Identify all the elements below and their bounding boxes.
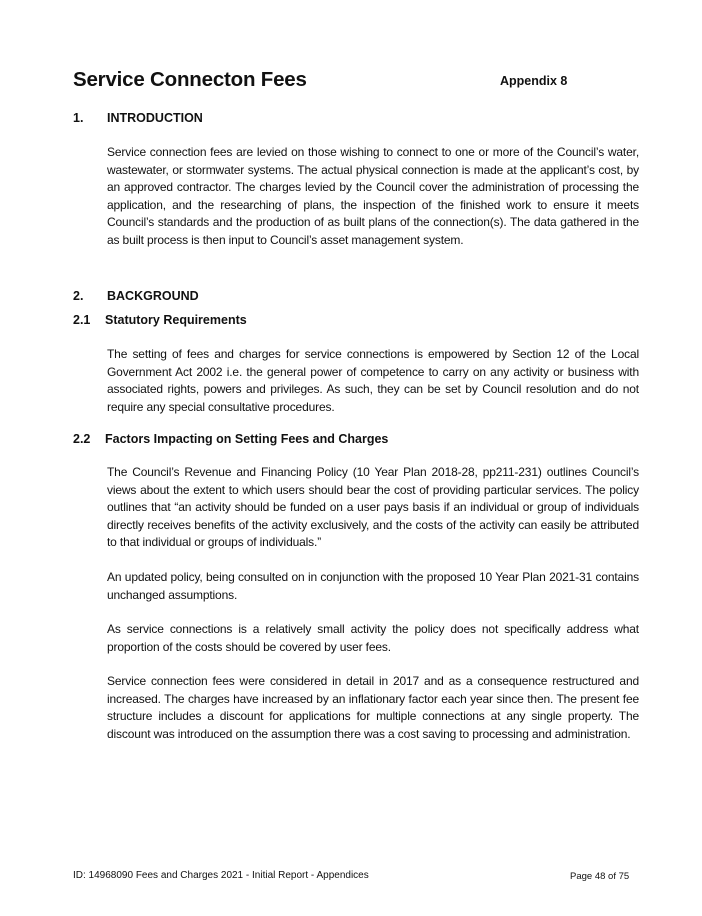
section-number: 1.: [73, 111, 84, 125]
footer-page-number: Page 48 of 75: [570, 871, 630, 882]
section-1-heading: [73, 111, 203, 125]
intro-paragraph: Service connection fees are levied on those wishing to connect to one or more of the Council’s water, wastewater, or stormwater systems. The actual physical connection is made at the applicant’s cost, by an approved contractor. The charges levied by the Council cover the administration of processing the application, and the researching of plans, the inspection of the finished work to ensure it meets Council’s standards and the production of as built plans of the connection(s). The data gathered in the as built process is then input to Council’s asset management system.: [107, 145, 639, 247]
section-2-heading: [73, 289, 199, 303]
section-2-2-heading: [73, 432, 388, 446]
revenue-policy-paragraph: The Council’s Revenue and Financing Policy (10 Year Plan 2018-28, pp211-231) outlines Council’s views about the extent to which users should bear the cost of providing particular services. The policy outlines that “an activity should be funded on a user pays basis if an individual or group of individuals directly receives benefits of the activity exclusively, and the costs of the activity can easily be attributed to that individual or groups of individuals.”: [107, 465, 639, 550]
section-title: BACKGROUND: [107, 289, 199, 303]
activity-size-paragraph: As service connections is a relatively small activity the policy does not specifically address what proportion of the costs should be covered by user fees.: [107, 622, 639, 654]
section-2-1-heading: [73, 313, 247, 327]
section-number: 2.1: [73, 313, 91, 327]
fee-history-paragraph: Service connection fees were considered in detail in 2017 and as a consequence restructured and increased. The charges have increased by an inflationary factor each year since then. The present fee structure includes a discount for applications for multiple connections at any single property. The discount was introduced on the assumption there was a cost saving to processing and administration.: [107, 674, 639, 741]
section-title: Factors Impacting on Setting Fees and Charges: [105, 432, 389, 446]
appendix-label: Appendix 8: [500, 74, 568, 88]
updated-policy-paragraph: An updated policy, being consulted on in conjunction with the proposed 10 Year Plan 2021-31 contains unchanged assumptions.: [107, 570, 639, 602]
statutory-paragraph: The setting of fees and charges for service connections is empowered by Section 12 of the Local Government Act 2002 i.e. the general power of competence to carry on any activity or business with associated rights, powers and privileges. As such, they can be set by Council resolution and do not require any special consultative procedures.: [107, 347, 639, 414]
section-title: Statutory Requirements: [105, 313, 247, 327]
section-title: INTRODUCTION: [107, 111, 203, 125]
section-number: 2.: [73, 289, 84, 303]
page-title: Service Connecton Fees: [73, 68, 307, 91]
footer-document-id: ID: 14968090 Fees and Charges 2021 - Initial Report - Appendices: [73, 870, 369, 881]
section-number: 2.2: [73, 432, 91, 446]
